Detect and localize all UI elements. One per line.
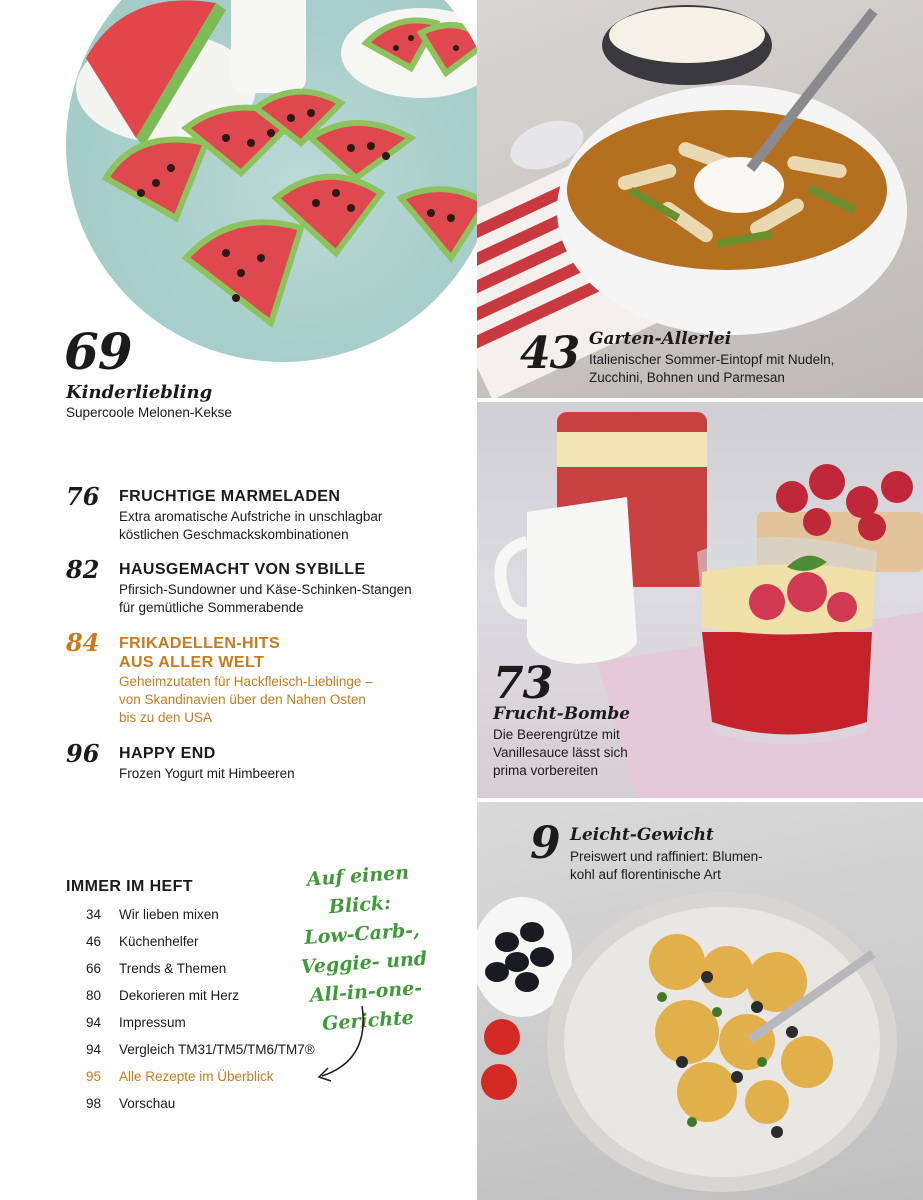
entry-text-line: Frozen Yogurt mit Himbeeren <box>119 766 295 781</box>
entry-text <box>119 673 373 727</box>
entry-title-line: AUS ALLER WELT <box>119 654 265 671</box>
list-item-label: Trends & Themen <box>119 961 227 976</box>
garten-title: Garten-Allerlei <box>589 329 732 349</box>
list-item <box>86 1094 175 1114</box>
list-item-label: Impressum <box>119 1015 186 1030</box>
list-item-label: Alle Rezepte im Überblick <box>119 1069 274 1084</box>
entry-text-line: für gemütliche Sommerabende <box>119 600 304 615</box>
garten-text-line: Italienischer Sommer-Eintopf mit Nudeln, <box>589 352 835 367</box>
frucht-title: Frucht-Bombe <box>493 704 631 724</box>
list-item-number: 94 <box>86 1042 102 1057</box>
frucht-page-number: 73 <box>493 658 553 709</box>
list-item-label: Vorschau <box>119 1096 176 1111</box>
kinder-title: Kinderliebling <box>66 382 213 403</box>
entry-text <box>119 508 382 544</box>
entry-number: 82 <box>66 555 100 584</box>
entry-title: HAPPY END <box>119 745 216 762</box>
leicht-text-line: Preiswert und raffiniert: Blumen- <box>570 849 763 864</box>
entry-text-line: von Skandinavien über den Nahen Osten <box>119 692 366 707</box>
list-item-label: Wir lieben mixen <box>119 907 219 922</box>
entry-text <box>119 765 295 783</box>
leicht-page-number: 9 <box>530 818 560 869</box>
garten-text <box>589 351 834 387</box>
handwritten-line: Veggie- und <box>300 947 428 979</box>
list-item-highlight <box>86 1067 274 1087</box>
melon-cookies-photo <box>66 0 500 362</box>
melon-cookies-illustration <box>66 0 500 362</box>
list-item-number: 46 <box>86 934 102 949</box>
list-item-number: 98 <box>86 1096 102 1111</box>
list-item-number: 34 <box>86 907 102 922</box>
list-item-label: Vergleich TM31/TM5/TM6/TM7® <box>119 1042 315 1057</box>
entry-text <box>119 581 412 617</box>
leicht-title: Leicht-Gewicht <box>570 825 714 845</box>
list-item <box>86 986 239 1006</box>
list-item-number: 80 <box>86 988 102 1003</box>
list-item <box>86 905 219 925</box>
list-item <box>86 959 226 979</box>
entry-text-line: bis zu den USA <box>119 710 213 725</box>
list-item <box>86 1013 186 1033</box>
immer-im-heft-title: IMMER IM HEFT <box>66 878 193 895</box>
entry-text-line: Geheimzutaten für Hackfleisch-Lieblinge – <box>119 674 373 689</box>
frucht-text-line: Die Beerengrütze mit <box>493 727 620 742</box>
kinder-text: Supercoole Melonen-Kekse <box>66 405 232 420</box>
entry-title <box>119 634 280 672</box>
list-item-number: 66 <box>86 961 102 976</box>
garten-text-line: Zucchini, Bohnen und Parmesan <box>589 370 785 385</box>
list-item-label: Küchenhelfer <box>119 934 199 949</box>
entry-number: 96 <box>66 739 100 768</box>
entry-title: HAUSGEMACHT VON SYBILLE <box>119 561 366 578</box>
handwritten-line: All-in-one- <box>309 977 423 1007</box>
entry-title: FRUCHTIGE MARMELADEN <box>119 488 341 505</box>
kinder-page-number: 69 <box>64 322 132 381</box>
frucht-text-line: Vanillesauce lässt sich <box>493 745 628 760</box>
leicht-text-line: kohl auf florentinische Art <box>570 867 721 882</box>
curved-arrow-icon <box>310 1000 380 1090</box>
entry-text-line: Pfirsich-Sundowner und Käse-Schinken-Stangen <box>119 582 412 597</box>
handwritten-line: Gerichte <box>321 1006 415 1036</box>
entry-text-line: köstlichen Geschmackskombinationen <box>119 527 349 542</box>
entry-number: 76 <box>66 482 100 511</box>
handwritten-line: Auf einen Blick: <box>306 861 410 919</box>
frucht-text-line: prima vorbereiten <box>493 763 599 778</box>
list-item-number: 95 <box>86 1069 102 1084</box>
leicht-text <box>570 848 763 884</box>
frucht-text <box>493 726 628 780</box>
list-item-number: 94 <box>86 1015 102 1030</box>
list-item-label: Dekorieren mit Herz <box>119 988 240 1003</box>
handwritten-line: Low-Carb-, <box>303 919 421 950</box>
garten-page-number: 43 <box>520 328 580 379</box>
entry-text-line: Extra aromatische Aufstriche in unschlagbar <box>119 509 383 524</box>
entry-title-line: FRIKADELLEN-HITS <box>119 635 281 652</box>
list-item <box>86 932 199 952</box>
entry-number: 84 <box>66 628 100 657</box>
list-item <box>86 1040 315 1060</box>
